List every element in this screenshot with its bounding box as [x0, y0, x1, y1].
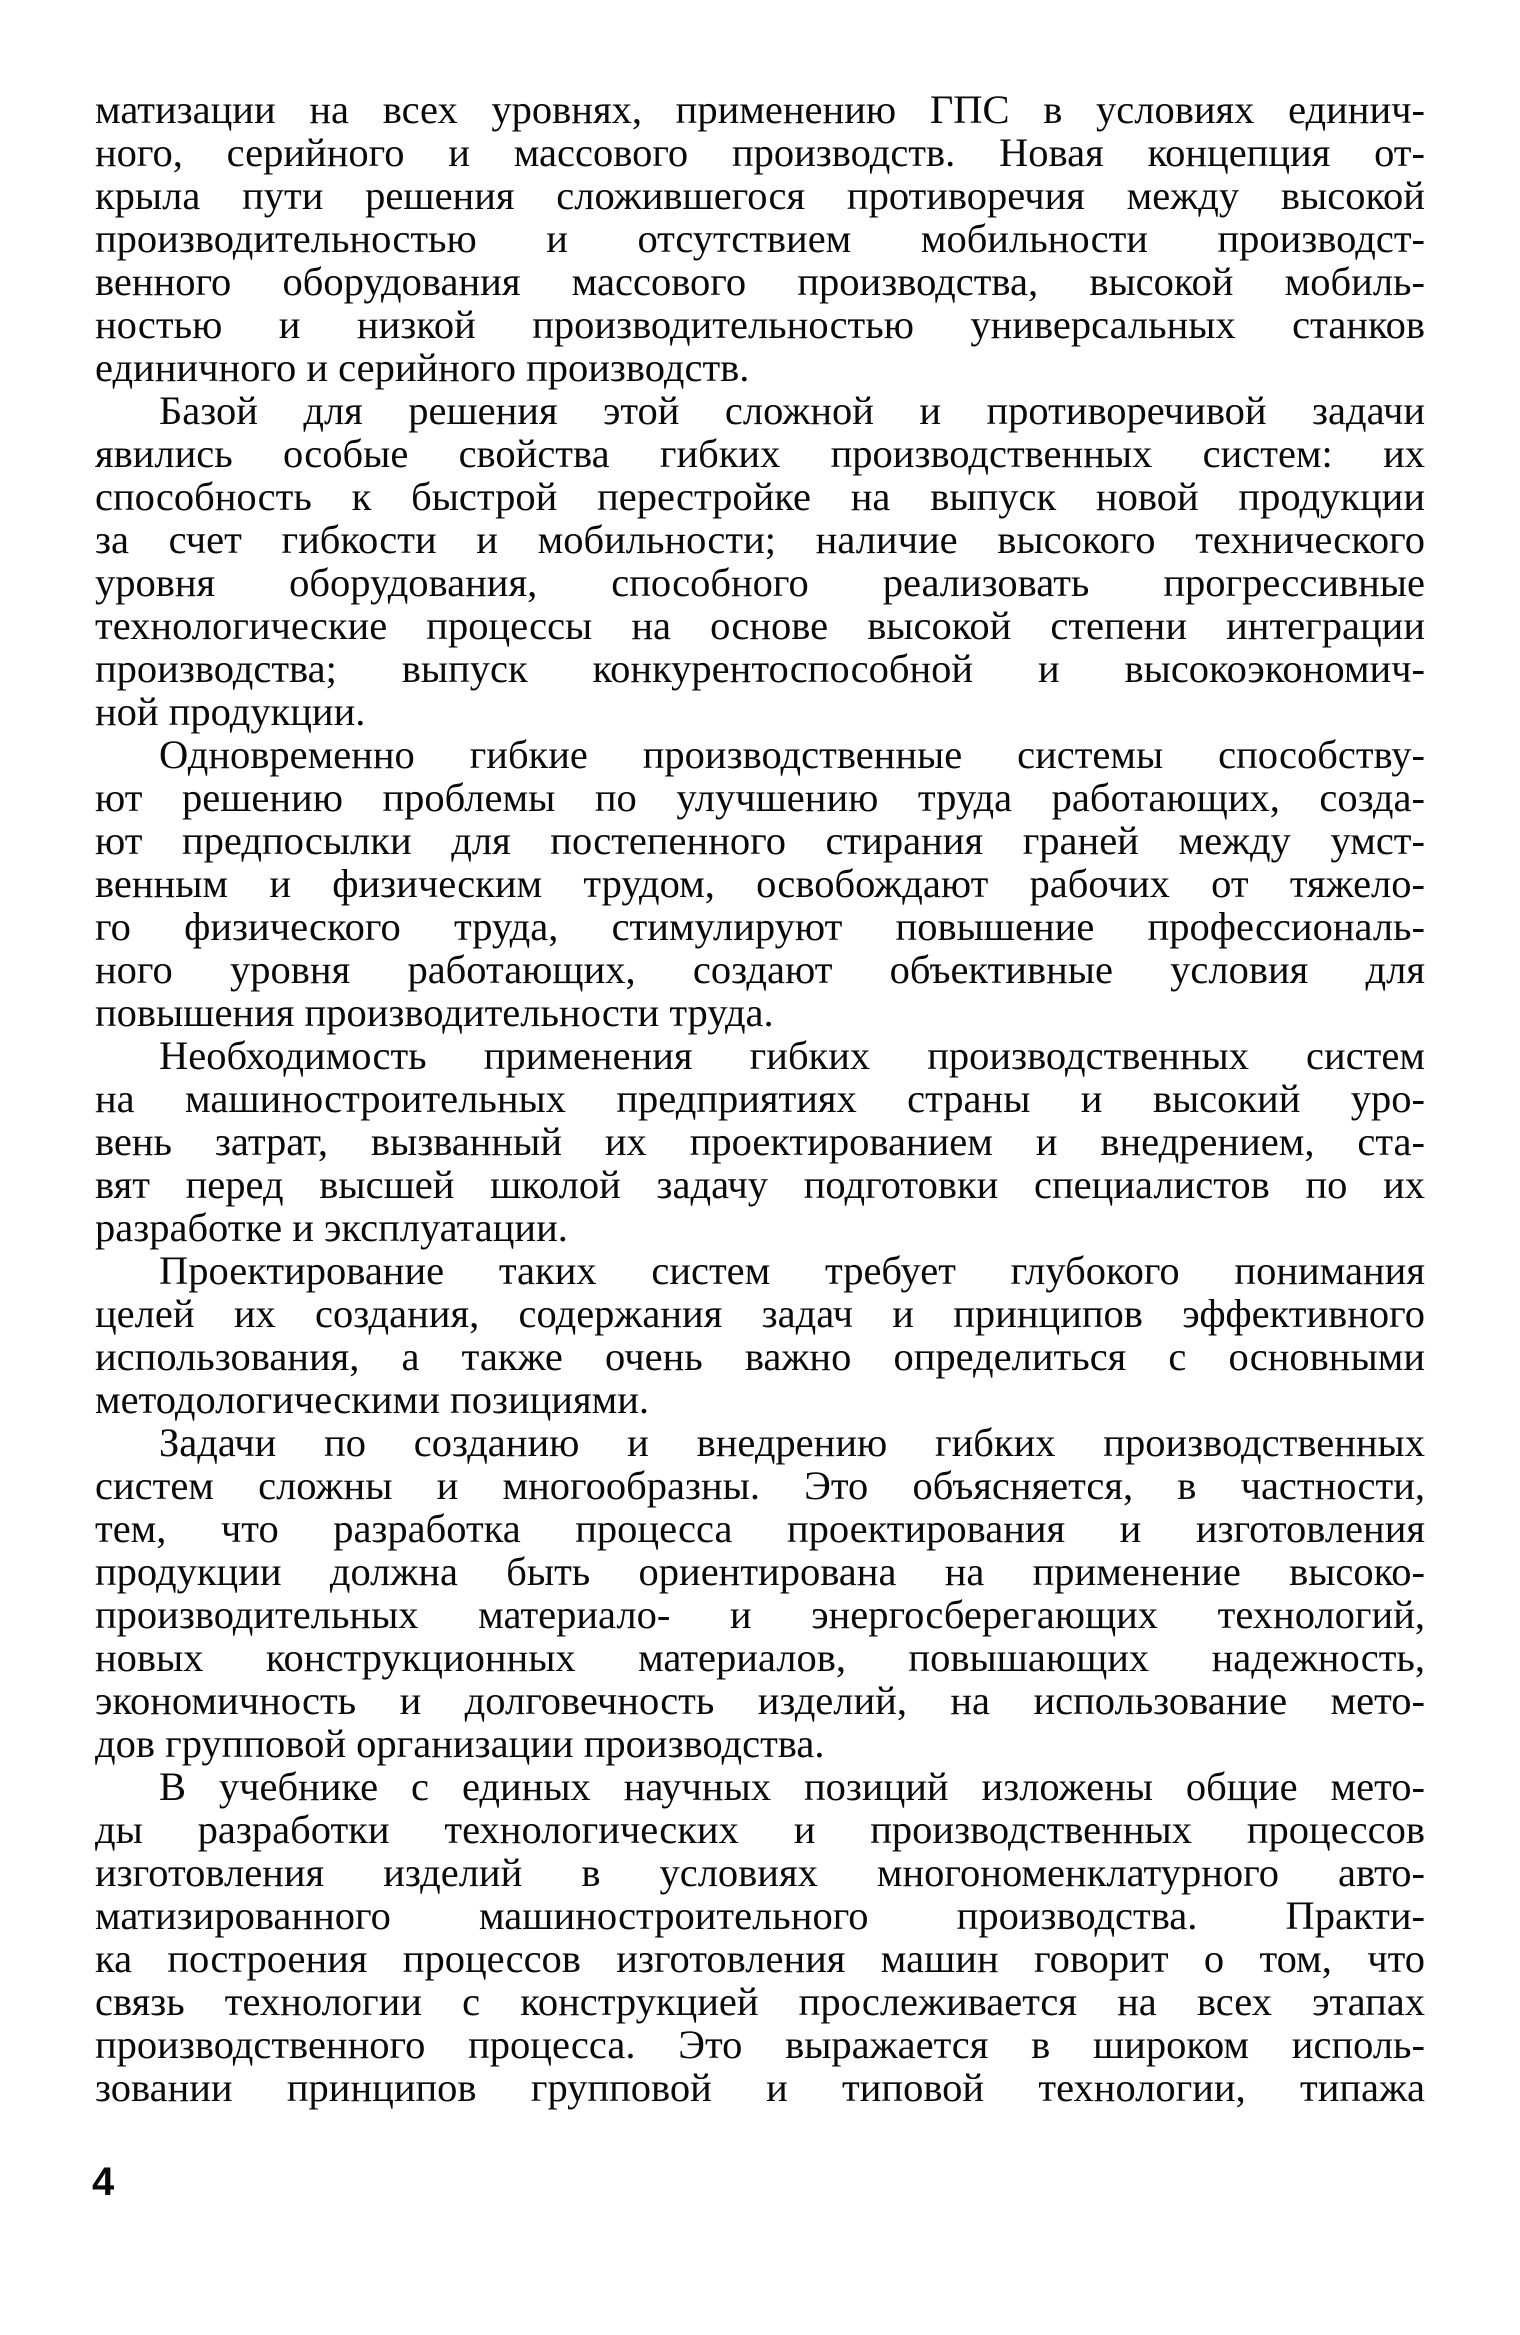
text-line: производительных материало- и энергосберегающих технологий, [95, 1592, 1425, 1637]
text-line: производственного процесса. Это выражается в широком исполь- [95, 2022, 1425, 2067]
text-line: ной продукции. [95, 689, 366, 734]
text-line: венным и физическим трудом, освобождают рабочих от тяжело- [95, 861, 1425, 906]
text-line: ного уровня работающих, создают объективные условия для [95, 947, 1425, 992]
text-line: Необходимость применения гибких производственных систем [159, 1033, 1425, 1078]
text-line: за счет гибкости и мобильности; наличие высокого технического [95, 517, 1425, 562]
text-line: ют предпосылки для постепенного стирания граней между умст- [95, 818, 1425, 863]
paragraph-5 [95, 1249, 1425, 1421]
text-line: крыла пути решения сложившегося противоречия между высокой [95, 173, 1425, 218]
paragraph-3 [95, 733, 1425, 1034]
text-line: явились особые свойства гибких производственных систем: их [95, 431, 1425, 476]
text-line: повышения производительности труда. [95, 990, 774, 1035]
text-line: продукции должна быть ориентирована на применение высоко- [95, 1549, 1425, 1594]
text-line: способность к быстрой перестройке на выпуск новой продукции [95, 474, 1425, 519]
paragraph-7 [95, 1765, 1425, 2109]
text-line: целей их создания, содержания задач и принципов эффективного [95, 1291, 1425, 1336]
text-line: В учебнике с единых научных позиций изложены общие мето- [159, 1764, 1425, 1809]
text-line: экономичность и долговечность изделий, на использование мето- [95, 1678, 1425, 1723]
text-line: дов групповой организации производства. [95, 1721, 825, 1766]
text-line: разработке и эксплуатации. [95, 1205, 568, 1250]
text-line: Одновременно гибкие производственные системы способству- [159, 732, 1425, 777]
text-line: тем, что разработка процесса проектирования и изготовления [95, 1506, 1425, 1551]
page-number: 4 [92, 2160, 115, 2204]
text-line: венного оборудования массового производства, высокой мобиль- [95, 259, 1425, 304]
text-line: ностью и низкой производительностью универсальных станков [95, 302, 1425, 347]
text-line: вят перед высшей школой задачу подготовки специалистов по их [95, 1162, 1425, 1207]
text-line: новых конструкционных материалов, повышающих надежность, [95, 1635, 1425, 1680]
text-line: матизации на всех уровнях, применению ГПС в условиях единич- [95, 87, 1425, 132]
text-line: ют решению проблемы по улучшению труда работающих, созда- [95, 775, 1425, 820]
text-line: методологическими позициями. [95, 1377, 650, 1422]
text-line: уровня оборудования, способного реализовать прогрессивные [95, 560, 1425, 605]
text-line: производительностью и отсутствием мобильности производст- [95, 216, 1425, 261]
text-line: ды разработки технологических и производственных процессов [95, 1807, 1425, 1852]
page-body [95, 88, 1425, 2109]
text-line: Задачи по созданию и внедрению гибких производственных [159, 1420, 1425, 1465]
text-line: на машиностроительных предприятиях страны и высокий уро- [95, 1076, 1425, 1121]
text-line: Проектирование таких систем требует глубокого понимания [159, 1248, 1425, 1293]
text-line: ного, серийного и массового производств. Новая концепция от- [95, 130, 1425, 175]
text-line: связь технологии с конструкцией прослеживается на всех этапах [95, 1979, 1425, 2024]
paragraph-6 [95, 1421, 1425, 1765]
text-line: единичного и серийного производств. [95, 345, 750, 390]
text-line: ка построения процессов изготовления машин говорит о том, что [95, 1936, 1425, 1981]
text-line: Базой для решения этой сложной и противоречивой задачи [159, 388, 1425, 433]
paragraph-4 [95, 1034, 1425, 1249]
paragraph-1 [95, 88, 1425, 389]
text-line: использования, а также очень важно определиться с основными [95, 1334, 1425, 1379]
text-line: вень затрат, вызванный их проектированием и внедрением, ста- [95, 1119, 1425, 1164]
text-line: го физического труда, стимулируют повышение профессиональ- [95, 904, 1425, 949]
text-line: зовании принципов групповой и типовой технологии, типажа [95, 2065, 1425, 2110]
text-line: производства; выпуск конкурентоспособной и высокоэкономич- [95, 646, 1425, 691]
paragraph-2 [95, 389, 1425, 733]
text-line: технологические процессы на основе высокой степени интеграции [95, 603, 1425, 648]
text-line: матизированного машиностроительного производства. Практи- [95, 1893, 1425, 1938]
text-line: систем сложны и многообразны. Это объясняется, в частности, [95, 1463, 1425, 1508]
text-line: изготовления изделий в условиях многономенклатурного авто- [95, 1850, 1425, 1895]
